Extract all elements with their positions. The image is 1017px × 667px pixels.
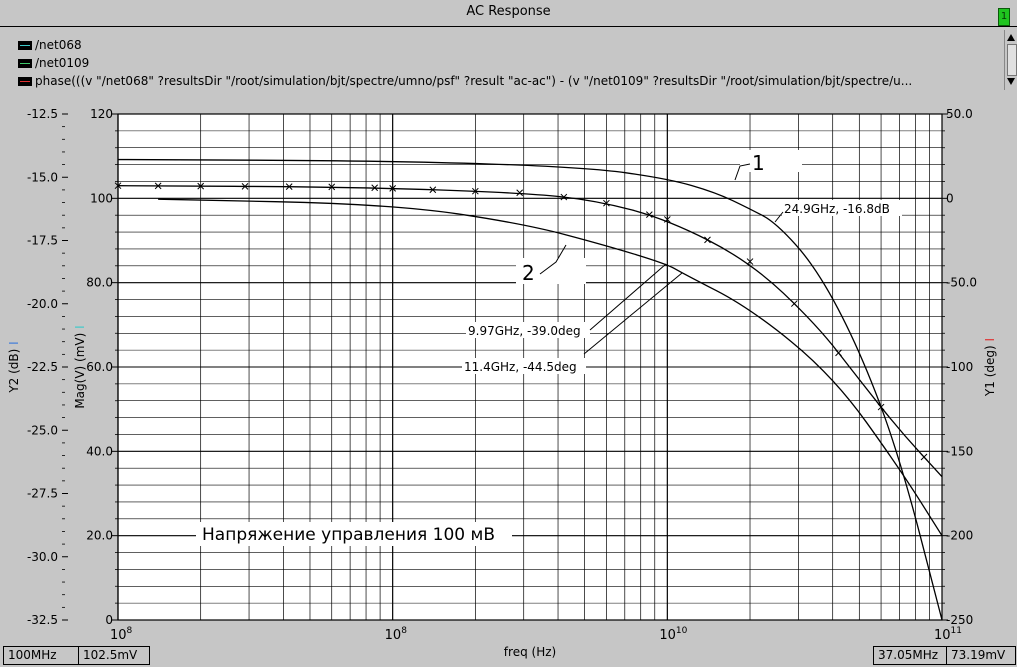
y1-tick-label: -150 — [946, 444, 974, 459]
x-tick-label: $10^{10}$ — [659, 626, 688, 643]
x-tick-label: $10^{11}$ — [934, 626, 962, 643]
status-right-frequency: 37.05MHz — [873, 646, 949, 665]
y2-tick-label: -20.0 — [26, 296, 58, 311]
legend-label: /net0109 — [35, 56, 90, 70]
x-tick-label: $10^8$ — [384, 626, 407, 643]
mag-axis-label: Mag(V) (mV) I — [73, 325, 87, 409]
status-left-frequency: 100MHz — [3, 646, 80, 665]
y1-tick-label: 0 — [946, 191, 954, 206]
legend-label: /net068 — [35, 38, 82, 52]
annotation-marker-label: 24.9GHz, -16.8dB — [784, 202, 890, 216]
status-left-value: 102.5mV — [78, 646, 150, 665]
y2-tick-label: -15.0 — [26, 170, 58, 185]
mag-tick-label: 60.0 — [86, 360, 113, 374]
window-title: AC Response — [466, 4, 551, 19]
curve-number-1: 1 — [752, 151, 765, 175]
y1-tick-label: -50.0 — [946, 275, 978, 290]
y1-axis-label: Y1 (deg) I — [983, 337, 997, 397]
y2-axis-label: Y2 (dB) I — [7, 341, 21, 393]
status-right-value: 73.19mV — [946, 646, 1016, 665]
y2-tick-label: -12.5 — [26, 107, 58, 121]
legend-label: phase(((v "/net068" ?resultsDir "/root/simulation/bjt/spectre/umno/psf" ?result "ac-ac") - (v "/net0109" ?resultsDir "/root/simulation/bjt/spectre/u... — [35, 74, 913, 88]
y2-tick-label: -30.0 — [26, 549, 58, 564]
y1-tick-label: -200 — [946, 528, 974, 543]
mag-tick-label: 0 — [105, 613, 113, 627]
y2-tick-label: -25.0 — [26, 423, 58, 438]
window-number-badge[interactable]: 1 — [998, 8, 1010, 26]
annotation-bg — [740, 150, 802, 172]
annotation-marker-label: 11.4GHz, -44.5deg — [464, 360, 577, 374]
y2-tick-label: -17.5 — [26, 233, 58, 248]
y1-tick-label: -100 — [946, 360, 974, 374]
y1-tick-label: 50.0 — [946, 107, 973, 121]
x-tick-label: $10^8$ — [110, 626, 133, 643]
mag-tick-label: 100 — [90, 191, 113, 206]
y2-tick-label: -27.5 — [26, 486, 58, 501]
y2-tick-label: -22.5 — [26, 360, 58, 374]
y2-axis-marker: I — [7, 341, 21, 345]
mag-tick-label: 120 — [90, 107, 113, 121]
plot-caption: Напряжение управления 100 мВ — [202, 525, 495, 545]
y1-axis-marker: I — [983, 337, 997, 342]
mag-tick-label: 80.0 — [86, 275, 113, 290]
mag-tick-label: 40.0 — [86, 444, 113, 459]
mag-axis-marker: I — [73, 325, 87, 329]
curve-number-2: 2 — [522, 261, 535, 285]
x-axis-label: freq (Hz) — [503, 645, 557, 659]
y1-tick-label: -250 — [946, 613, 974, 627]
annotation-marker-label: 9.97GHz, -39.0deg — [468, 324, 581, 338]
mag-tick-label: 20.0 — [86, 528, 113, 543]
y2-tick-label: -32.5 — [26, 613, 58, 627]
